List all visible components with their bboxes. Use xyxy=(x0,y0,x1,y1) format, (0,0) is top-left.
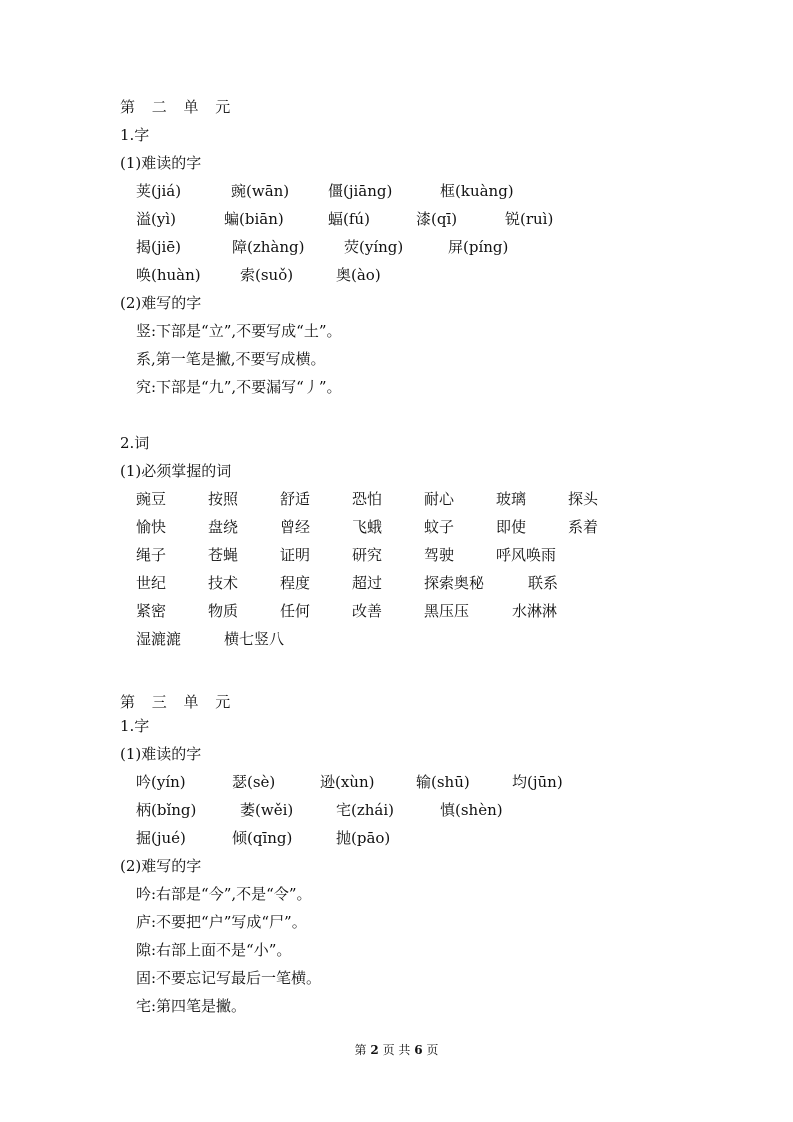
char-item: 倾(qīng) xyxy=(232,829,293,847)
char-item: 吟(yín) xyxy=(136,773,186,791)
word-item: 驾驶 xyxy=(424,546,455,564)
char-item: 漆(qī) xyxy=(416,210,458,228)
word-item: 证明 xyxy=(280,546,311,564)
unit3-hard-write-heading: (2)难写的字 xyxy=(120,857,202,875)
page-footer xyxy=(0,1040,793,1060)
word-item: 恐怕 xyxy=(352,490,383,508)
char-item: 蝠(fú) xyxy=(328,210,370,228)
hard-write-item: 系,第一笔是撇,不要写成横。 xyxy=(136,350,326,368)
footer-suffix: 页 xyxy=(426,1043,439,1057)
hard-write-item: 固:不要忘记写最后一笔横。 xyxy=(136,969,322,987)
word-item: 曾经 xyxy=(280,518,311,536)
hard-write-item: 隙:右部上面不是“小”。 xyxy=(136,941,292,959)
word-item: 系着 xyxy=(568,518,599,536)
char-item: 框(kuàng) xyxy=(440,182,514,200)
hard-write-item: 究:下部是“九”,不要漏写“丿”。 xyxy=(136,378,342,396)
footer-prefix: 第 xyxy=(354,1043,367,1057)
word-item: 蚊子 xyxy=(424,518,455,536)
footer-total-pages: 6 xyxy=(414,1043,423,1057)
word-item: 盘绕 xyxy=(208,518,239,536)
word-item: 飞蛾 xyxy=(352,518,383,536)
char-item: 宅(zhái) xyxy=(336,801,395,819)
char-item: 揭(jiē) xyxy=(136,238,182,256)
word-item: 舒适 xyxy=(280,490,311,508)
char-item: 均(jūn) xyxy=(512,773,563,791)
word-item: 紧密 xyxy=(136,602,167,620)
word-item: 探头 xyxy=(568,490,599,508)
word-item: 湿漉漉 xyxy=(136,630,182,648)
char-item: 蝙(biān) xyxy=(224,210,284,228)
unit2-hard-read-heading: (1)难读的字 xyxy=(120,154,202,172)
footer-middle: 页 共 xyxy=(382,1043,411,1057)
char-item: 慎(shèn) xyxy=(440,801,503,819)
word-item: 物质 xyxy=(208,602,239,620)
char-item: 荧(yíng) xyxy=(344,238,404,256)
word-item: 任何 xyxy=(280,602,311,620)
word-item: 即使 xyxy=(496,518,527,536)
unit3-title: 第 三 单 元 xyxy=(120,693,237,711)
unit2-hard-write-heading: (2)难写的字 xyxy=(120,294,202,312)
word-item: 耐心 xyxy=(424,490,455,508)
word-item: 按照 xyxy=(208,490,239,508)
char-item: 屏(píng) xyxy=(448,238,509,256)
char-item: 逊(xùn) xyxy=(320,773,375,791)
word-item: 改善 xyxy=(352,602,383,620)
word-item: 技术 xyxy=(208,574,239,592)
word-item: 玻璃 xyxy=(496,490,527,508)
word-item: 绳子 xyxy=(136,546,167,564)
word-item: 探索奥秘 xyxy=(424,574,485,592)
hard-write-item: 宅:第四笔是撇。 xyxy=(136,997,247,1015)
word-item: 苍蝇 xyxy=(208,546,239,564)
unit2-ci-heading: 2.词 xyxy=(120,434,150,452)
word-item: 呼风唤雨 xyxy=(496,546,557,564)
char-item: 溢(yì) xyxy=(136,210,176,228)
char-item: 唤(huàn) xyxy=(136,266,201,284)
word-item: 水淋淋 xyxy=(512,602,558,620)
word-item: 联系 xyxy=(528,574,559,592)
word-item: 程度 xyxy=(280,574,311,592)
word-item: 世纪 xyxy=(136,574,167,592)
char-item: 障(zhàng) xyxy=(232,238,305,256)
char-item: 瑟(sè) xyxy=(232,773,276,791)
word-item: 超过 xyxy=(352,574,383,592)
unit2-zi-heading: 1.字 xyxy=(120,126,150,144)
unit2-title: 第 二 单 元 xyxy=(120,98,237,116)
char-item: 输(shū) xyxy=(416,773,470,791)
char-item: 豌(wān) xyxy=(231,182,290,200)
word-item: 黑压压 xyxy=(424,602,470,620)
word-item: 愉快 xyxy=(136,518,167,536)
char-item: 萎(wěi) xyxy=(240,801,294,819)
char-item: 僵(jiāng) xyxy=(328,182,393,200)
unit3-hard-read-heading: (1)难读的字 xyxy=(120,745,202,763)
char-item: 荚(jiá) xyxy=(136,182,182,200)
char-item: 柄(bǐng) xyxy=(136,801,197,819)
word-item: 研究 xyxy=(352,546,383,564)
char-item: 掘(jué) xyxy=(136,829,186,847)
word-item: 横七竖八 xyxy=(224,630,285,648)
hard-write-item: 竖:下部是“立”,不要写成“土”。 xyxy=(136,322,342,340)
unit2-must-heading: (1)必须掌握的词 xyxy=(120,462,232,480)
hard-write-item: 吟:右部是“今”,不是“令”。 xyxy=(136,885,312,903)
unit3-zi-heading: 1.字 xyxy=(120,717,150,735)
word-item: 豌豆 xyxy=(136,490,167,508)
hard-write-item: 庐:不要把“户”写成“尸”。 xyxy=(136,913,307,931)
char-item: 锐(ruì) xyxy=(505,210,554,228)
char-item: 索(suǒ) xyxy=(240,266,294,284)
char-item: 奥(ào) xyxy=(336,266,381,284)
footer-current-page: 2 xyxy=(370,1043,379,1057)
char-item: 抛(pāo) xyxy=(336,829,391,847)
